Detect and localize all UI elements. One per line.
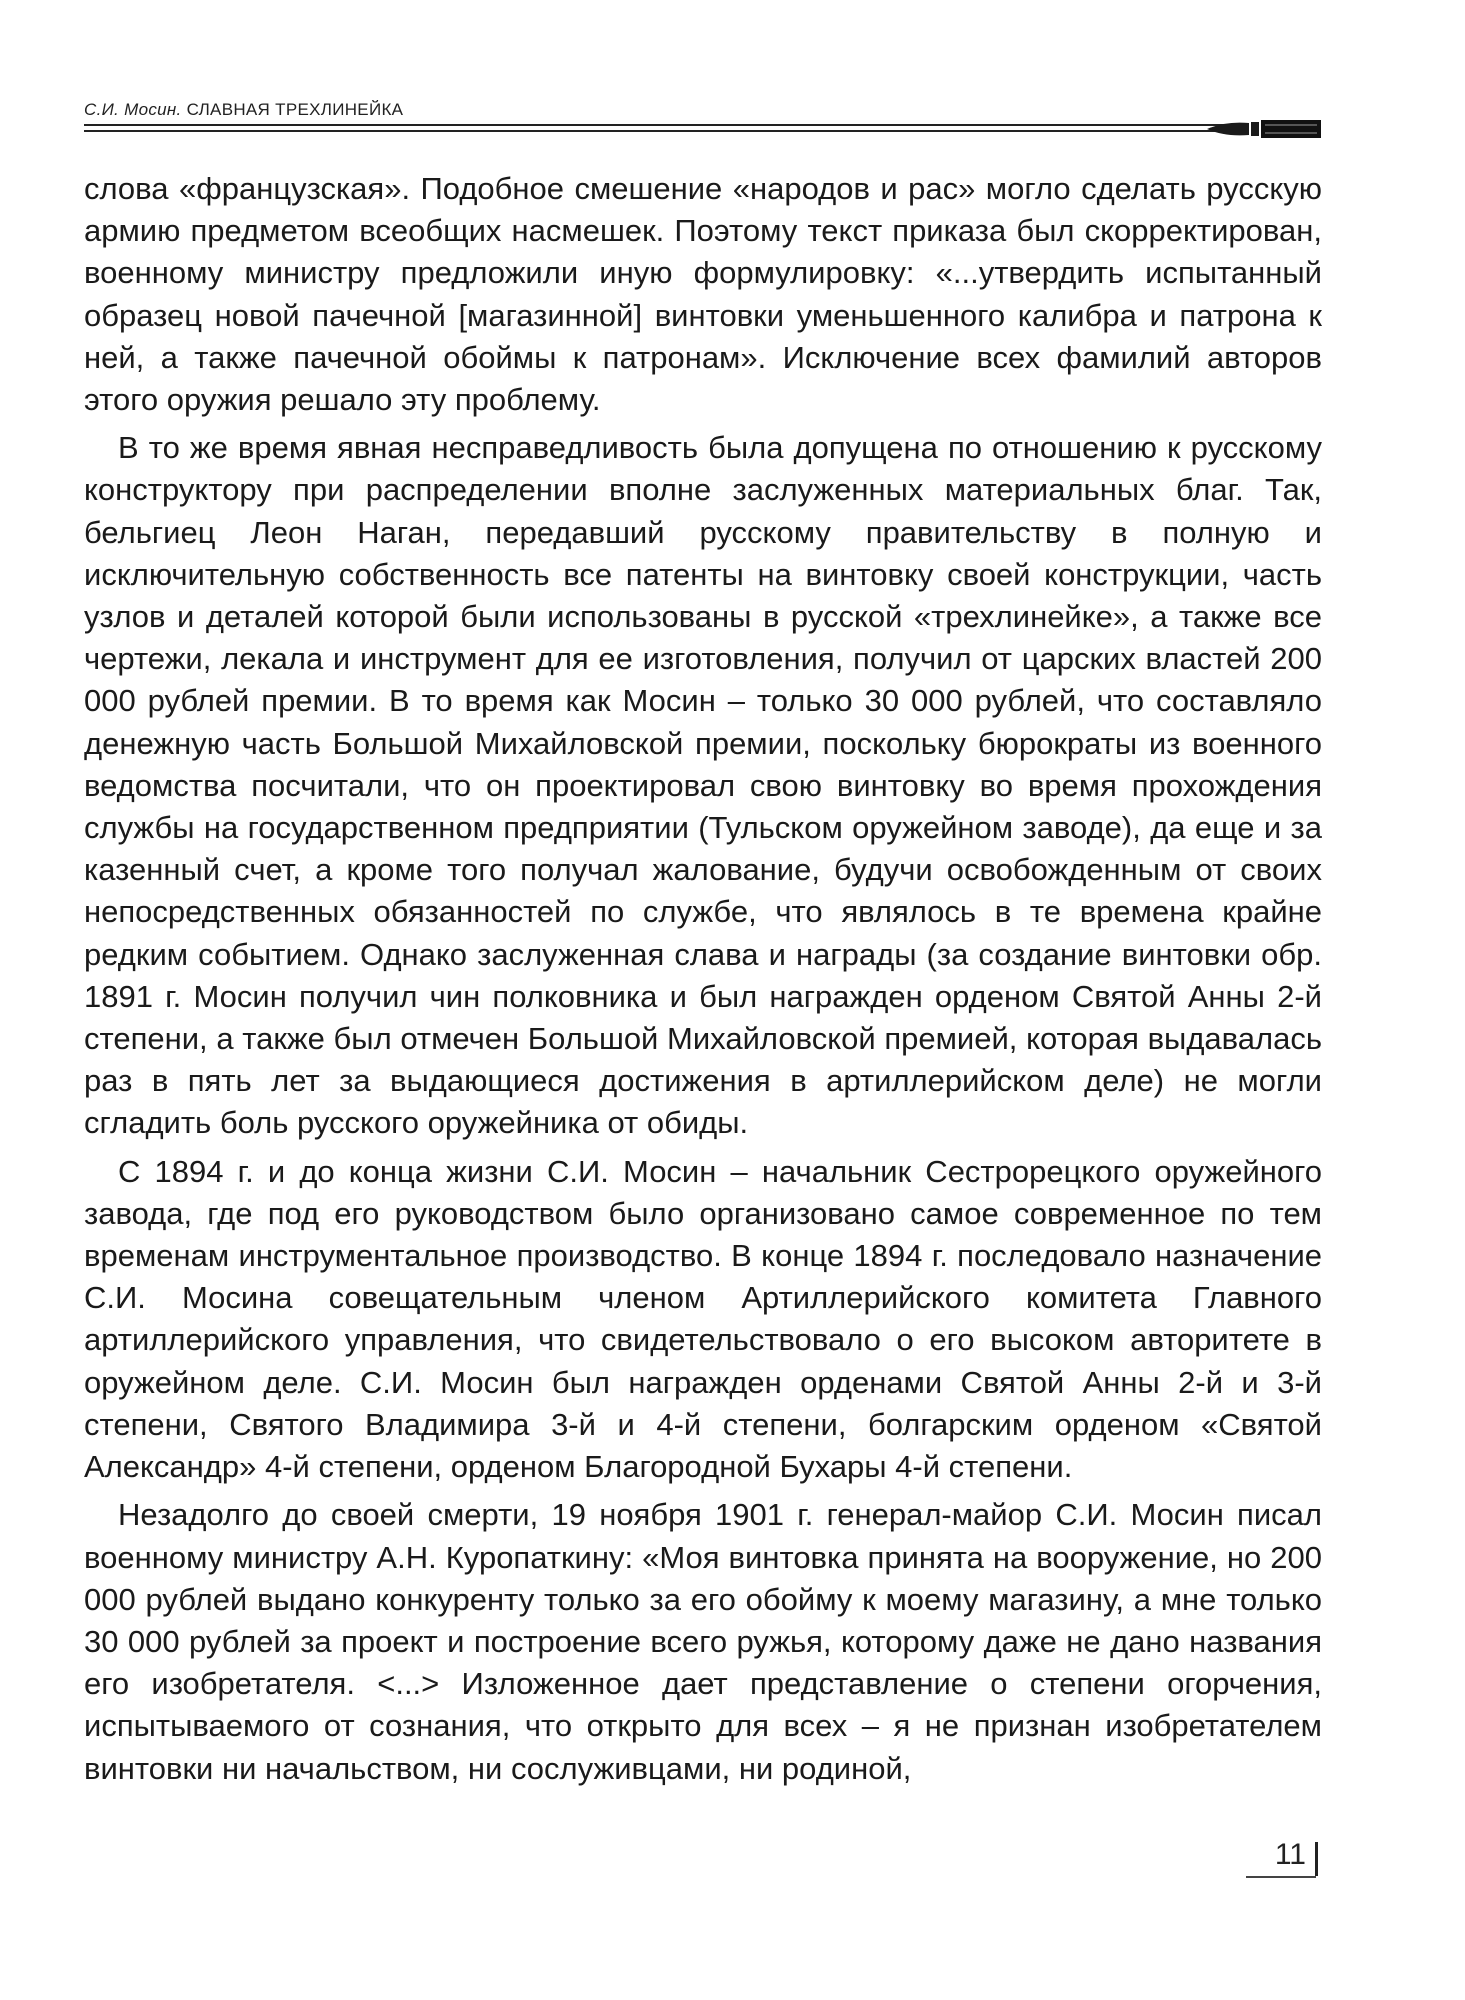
paragraph: Незадолго до своей смерти, 19 ноября 1901 г. генерал-майор С.И. Мосин писал военному министру А.Н. Куропаткину: «Моя винтовка принята на вооружение, но 200 000 рублей выдано конкуренту только за его обойму к моему магазину, а мне только 30 000 рублей за проект и построение всего ружья, которому даже не дано названия его изобретателя. <...> Изложенное дает представление о степени огорчения, испытываемого от сознания, что открыто для всех – я не признан изобретателем винтовки ни начальством, ни сослуживцами, ни родиной, [84, 1497, 1322, 1786]
body-text [84, 168, 1322, 1790]
page-number-bracket [1315, 1842, 1318, 1876]
page-number: 11 [1274, 1838, 1306, 1871]
cartridge-icon [1205, 118, 1321, 140]
header-double-rule [84, 124, 1224, 133]
header-rule-line-top [84, 124, 1224, 126]
paragraph: С 1894 г. и до конца жизни С.И. Мосин – начальник Сестрорецкого оружейного завода, где под его руководством было организовано самое современное по тем временам инструментальное производство. В конце 1894 г. последовало назначение С.И. Мосина совещательным членом Артиллерийского комитета Главного артиллерийского управления, что свидетельствовало о его высоком авторитете в оружейном деле. С.И. Мосин был награжден орденами Святой Анны 2-й и 3-й степени, Святого Владимира 3-й и 4-й степени, болгарским орденом «Святой Александр» 4-й степени, орденом Благородной Бухары 4-й степени. [84, 1153, 1322, 1485]
paragraph: В то же время явная несправедливость была допущена по отношению к русскому конструктору при распределении вполне заслуженных материальных благ. Так, бельгиец Леон Наган, передавший русскому правительству в полную и исключительную собственность все патенты на винтовку своей конструкции, часть узлов и деталей которой были использованы в русской «трехлинейке», а также все чертежи, лекала и инструмент для ее изготовления, получил от царских властей 200 000 рублей премии. В то время как Мосин – только 30 000 рублей, что составляло денежную часть Большой Михайловской премии, поскольку бюрократы из военного ведомства посчитали, что он проектировал свою винтовку во время прохождения службы на государственном предприятии (Тульском оружейном заводе), да еще и за казенный счет, а кроме того получал жалование, будучи освобожденным от своих непосредственных обязанностей по службе, что являлось в те времена крайне редким событием. Однако заслуженная слава и награды (за создание винтовки обр. 1891 г. Мосин получил чин полковника и был награжден орденом Святой Анны 2-й степени, а также был отмечен Большой Михайловской премией, которая выдавалась раз в пять лет за выдающиеся достижения в артиллерийском деле) не могли сгладить боль русского оружейника от обиды. [84, 430, 1322, 1141]
page-number-block [1240, 1838, 1320, 1878]
paragraph: слова «французская». Подобное смешение «народов и рас» могло сделать русскую армию предметом всеобщих насмешек. Поэтому текст приказа был скорректирован, военному министру предложили иную формулировку: «...утвердить испытанный образец новой пачечной [магазинной] винтовки уменьшенного калибра и патрона к ней, а также пачечной обоймы к патронам». Исключение всех фамилий авторов этого оружия решало эту проблему. [84, 171, 1322, 418]
running-header [84, 100, 403, 120]
page-number-underline [1246, 1876, 1316, 1878]
header-author: С.И. Мосин. [84, 100, 182, 119]
header-rule-line-bottom [84, 130, 1224, 132]
header-title: СЛАВНАЯ ТРЕХЛИНЕЙКА [186, 100, 404, 119]
